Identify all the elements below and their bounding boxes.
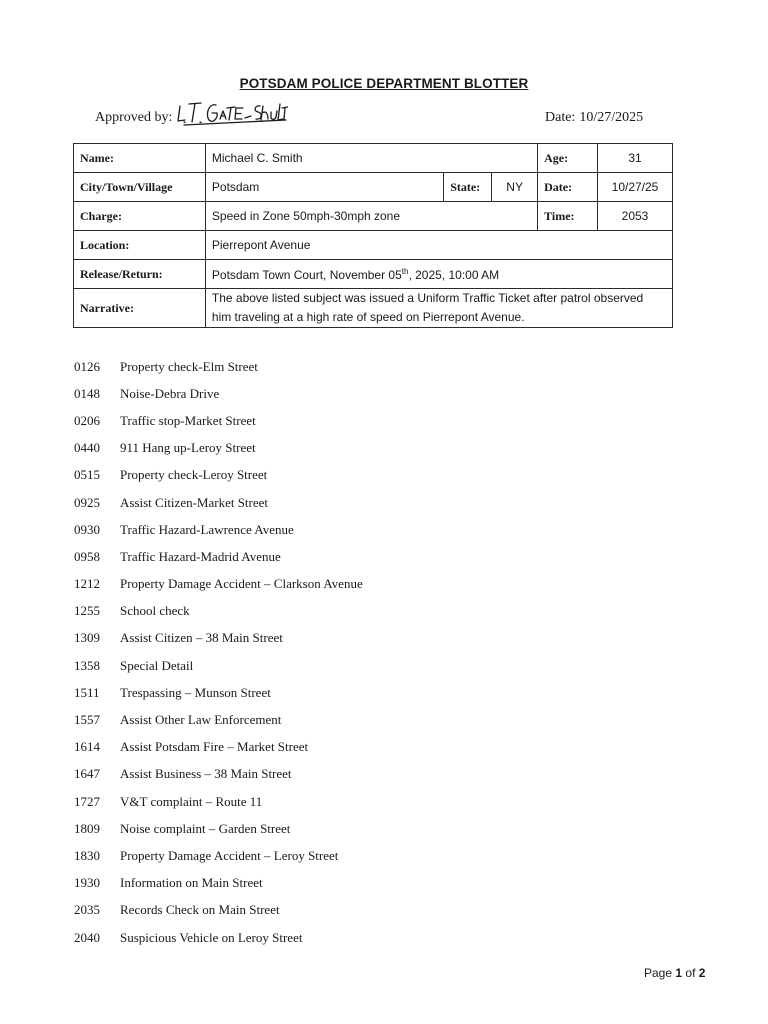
page-current: 1 (675, 966, 683, 980)
log-event: Special Detail (120, 657, 194, 673)
location-label: Location: (74, 231, 206, 260)
log-time: 1614 (74, 739, 100, 755)
log-event: School check (120, 603, 190, 619)
page-word: Page (644, 966, 673, 980)
log-time: 1647 (74, 766, 100, 782)
release-value (205, 260, 672, 289)
list-item (74, 815, 363, 842)
signature (176, 100, 288, 126)
log-event: Assist Citizen – 38 Main Street (120, 630, 283, 646)
date-value: 10/27/25 (598, 173, 673, 202)
list-item (74, 924, 363, 951)
release-label: Release/Return: (74, 260, 206, 289)
location-value: Pierrepont Avenue (205, 231, 672, 260)
log-time: 0958 (74, 548, 100, 564)
log-event: Property check-Elm Street (120, 358, 258, 374)
state-value: NY (492, 173, 538, 202)
city-value: Potsdam (205, 173, 443, 202)
log-event: Property check-Leroy Street (120, 467, 268, 483)
date-label: Date: (538, 173, 598, 202)
list-item (74, 571, 363, 598)
charge-label: Charge: (74, 202, 206, 231)
log-time: 0206 (74, 412, 100, 428)
state-label: State: (444, 173, 492, 202)
list-item (74, 462, 363, 489)
list-item (74, 652, 363, 679)
log-time: 2040 (74, 929, 100, 945)
blotter-date (545, 110, 643, 126)
log-event: Traffic Hazard-Lawrence Avenue (120, 521, 294, 537)
log-time: 1809 (74, 820, 100, 836)
release-text-start: Potsdam Town Court, November 05 (211, 267, 402, 282)
activity-log (74, 353, 363, 951)
log-time: 1309 (74, 630, 100, 646)
list-item (74, 516, 363, 543)
narrative-label: Narrative: (74, 289, 206, 328)
log-time: 0515 (74, 467, 100, 483)
log-event: Property Damage Accident – Clarkson Avenue (120, 576, 363, 592)
log-time: 0440 (74, 440, 100, 456)
list-item (74, 489, 363, 516)
narrative-value (205, 289, 672, 328)
log-time: 1557 (74, 712, 100, 728)
approved-by-label: Approved by: (95, 110, 173, 125)
release-text-end: , 2025, 10:00 AM (408, 267, 500, 282)
log-time: 0925 (74, 494, 100, 510)
age-label: Age: (538, 144, 598, 173)
log-event: Suspicious Vehicle on Leroy Street (120, 929, 303, 945)
list-item (74, 761, 363, 788)
log-time: 0126 (74, 358, 100, 374)
log-time: 0930 (74, 521, 100, 537)
page-indicator (644, 966, 705, 980)
log-time: 1830 (74, 847, 100, 863)
log-event: Assist Citizen-Market Street (120, 494, 269, 510)
table-row (74, 144, 673, 173)
list-item (74, 598, 363, 625)
log-event: Records Check on Main Street (120, 902, 280, 918)
list-item (74, 435, 363, 462)
log-time: 1511 (74, 684, 100, 700)
table-row (74, 173, 673, 202)
list-item (74, 897, 363, 924)
log-event: Noise complaint – Garden Street (120, 820, 291, 836)
log-time: 1255 (74, 603, 100, 619)
log-time: 0148 (74, 385, 100, 401)
date-value: 10/27/2025 (579, 110, 644, 125)
log-event: 911 Hang up-Leroy Street (120, 440, 256, 456)
log-time: 1212 (74, 576, 100, 592)
log-event: V&T complaint – Route 11 (120, 793, 263, 809)
list-item (74, 706, 363, 733)
log-time: 1358 (74, 657, 100, 673)
log-event: Traffic stop-Market Street (120, 412, 256, 428)
log-event: Information on Main Street (120, 875, 263, 891)
list-item (74, 788, 363, 815)
log-event: Assist Potsdam Fire – Market Street (120, 739, 309, 755)
name-value: Michael C. Smith (205, 144, 537, 173)
release-ordinal-suffix: th (401, 266, 409, 276)
narrative-line: The above listed subject was issued a Uniform Traffic Ticket after patrol observed (211, 291, 644, 305)
date-label: Date: (545, 110, 576, 125)
log-event: Traffic Hazard-Madrid Avenue (120, 548, 281, 564)
table-row (74, 289, 673, 328)
list-item (74, 679, 363, 706)
list-item (74, 870, 363, 897)
charge-value: Speed in Zone 50mph-30mph zone (205, 202, 537, 231)
log-time: 1727 (74, 793, 100, 809)
log-time: 2035 (74, 902, 100, 918)
time-label: Time: (538, 202, 598, 231)
table-row (74, 202, 673, 231)
list-item (74, 407, 363, 434)
list-item (74, 543, 363, 570)
document-title: POTSDAM POLICE DEPARTMENT BLOTTER (239, 76, 529, 91)
log-event: Trespassing – Munson Street (120, 684, 271, 700)
page-total: 2 (698, 966, 706, 980)
city-label: City/Town/Village (74, 173, 206, 202)
narrative-line: him traveling at a high rate of speed on Pierrepont Avenue. (211, 310, 525, 324)
table-row (74, 260, 673, 289)
name-label: Name: (74, 144, 206, 173)
time-value: 2053 (598, 202, 673, 231)
list-item (74, 734, 363, 761)
log-time: 1930 (74, 875, 100, 891)
log-event: Assist Business – 38 Main Street (120, 766, 292, 782)
list-item (74, 842, 363, 869)
list-item (74, 625, 363, 652)
page-of: of (685, 966, 696, 980)
list-item (74, 353, 363, 380)
incident-record-table (73, 143, 673, 328)
log-event: Noise-Debra Drive (120, 385, 220, 401)
list-item (74, 380, 363, 407)
age-value: 31 (598, 144, 673, 173)
log-event: Assist Other Law Enforcement (120, 712, 282, 728)
log-event: Property Damage Accident – Leroy Street (120, 847, 339, 863)
table-row (74, 231, 673, 260)
approval-line (95, 110, 288, 126)
